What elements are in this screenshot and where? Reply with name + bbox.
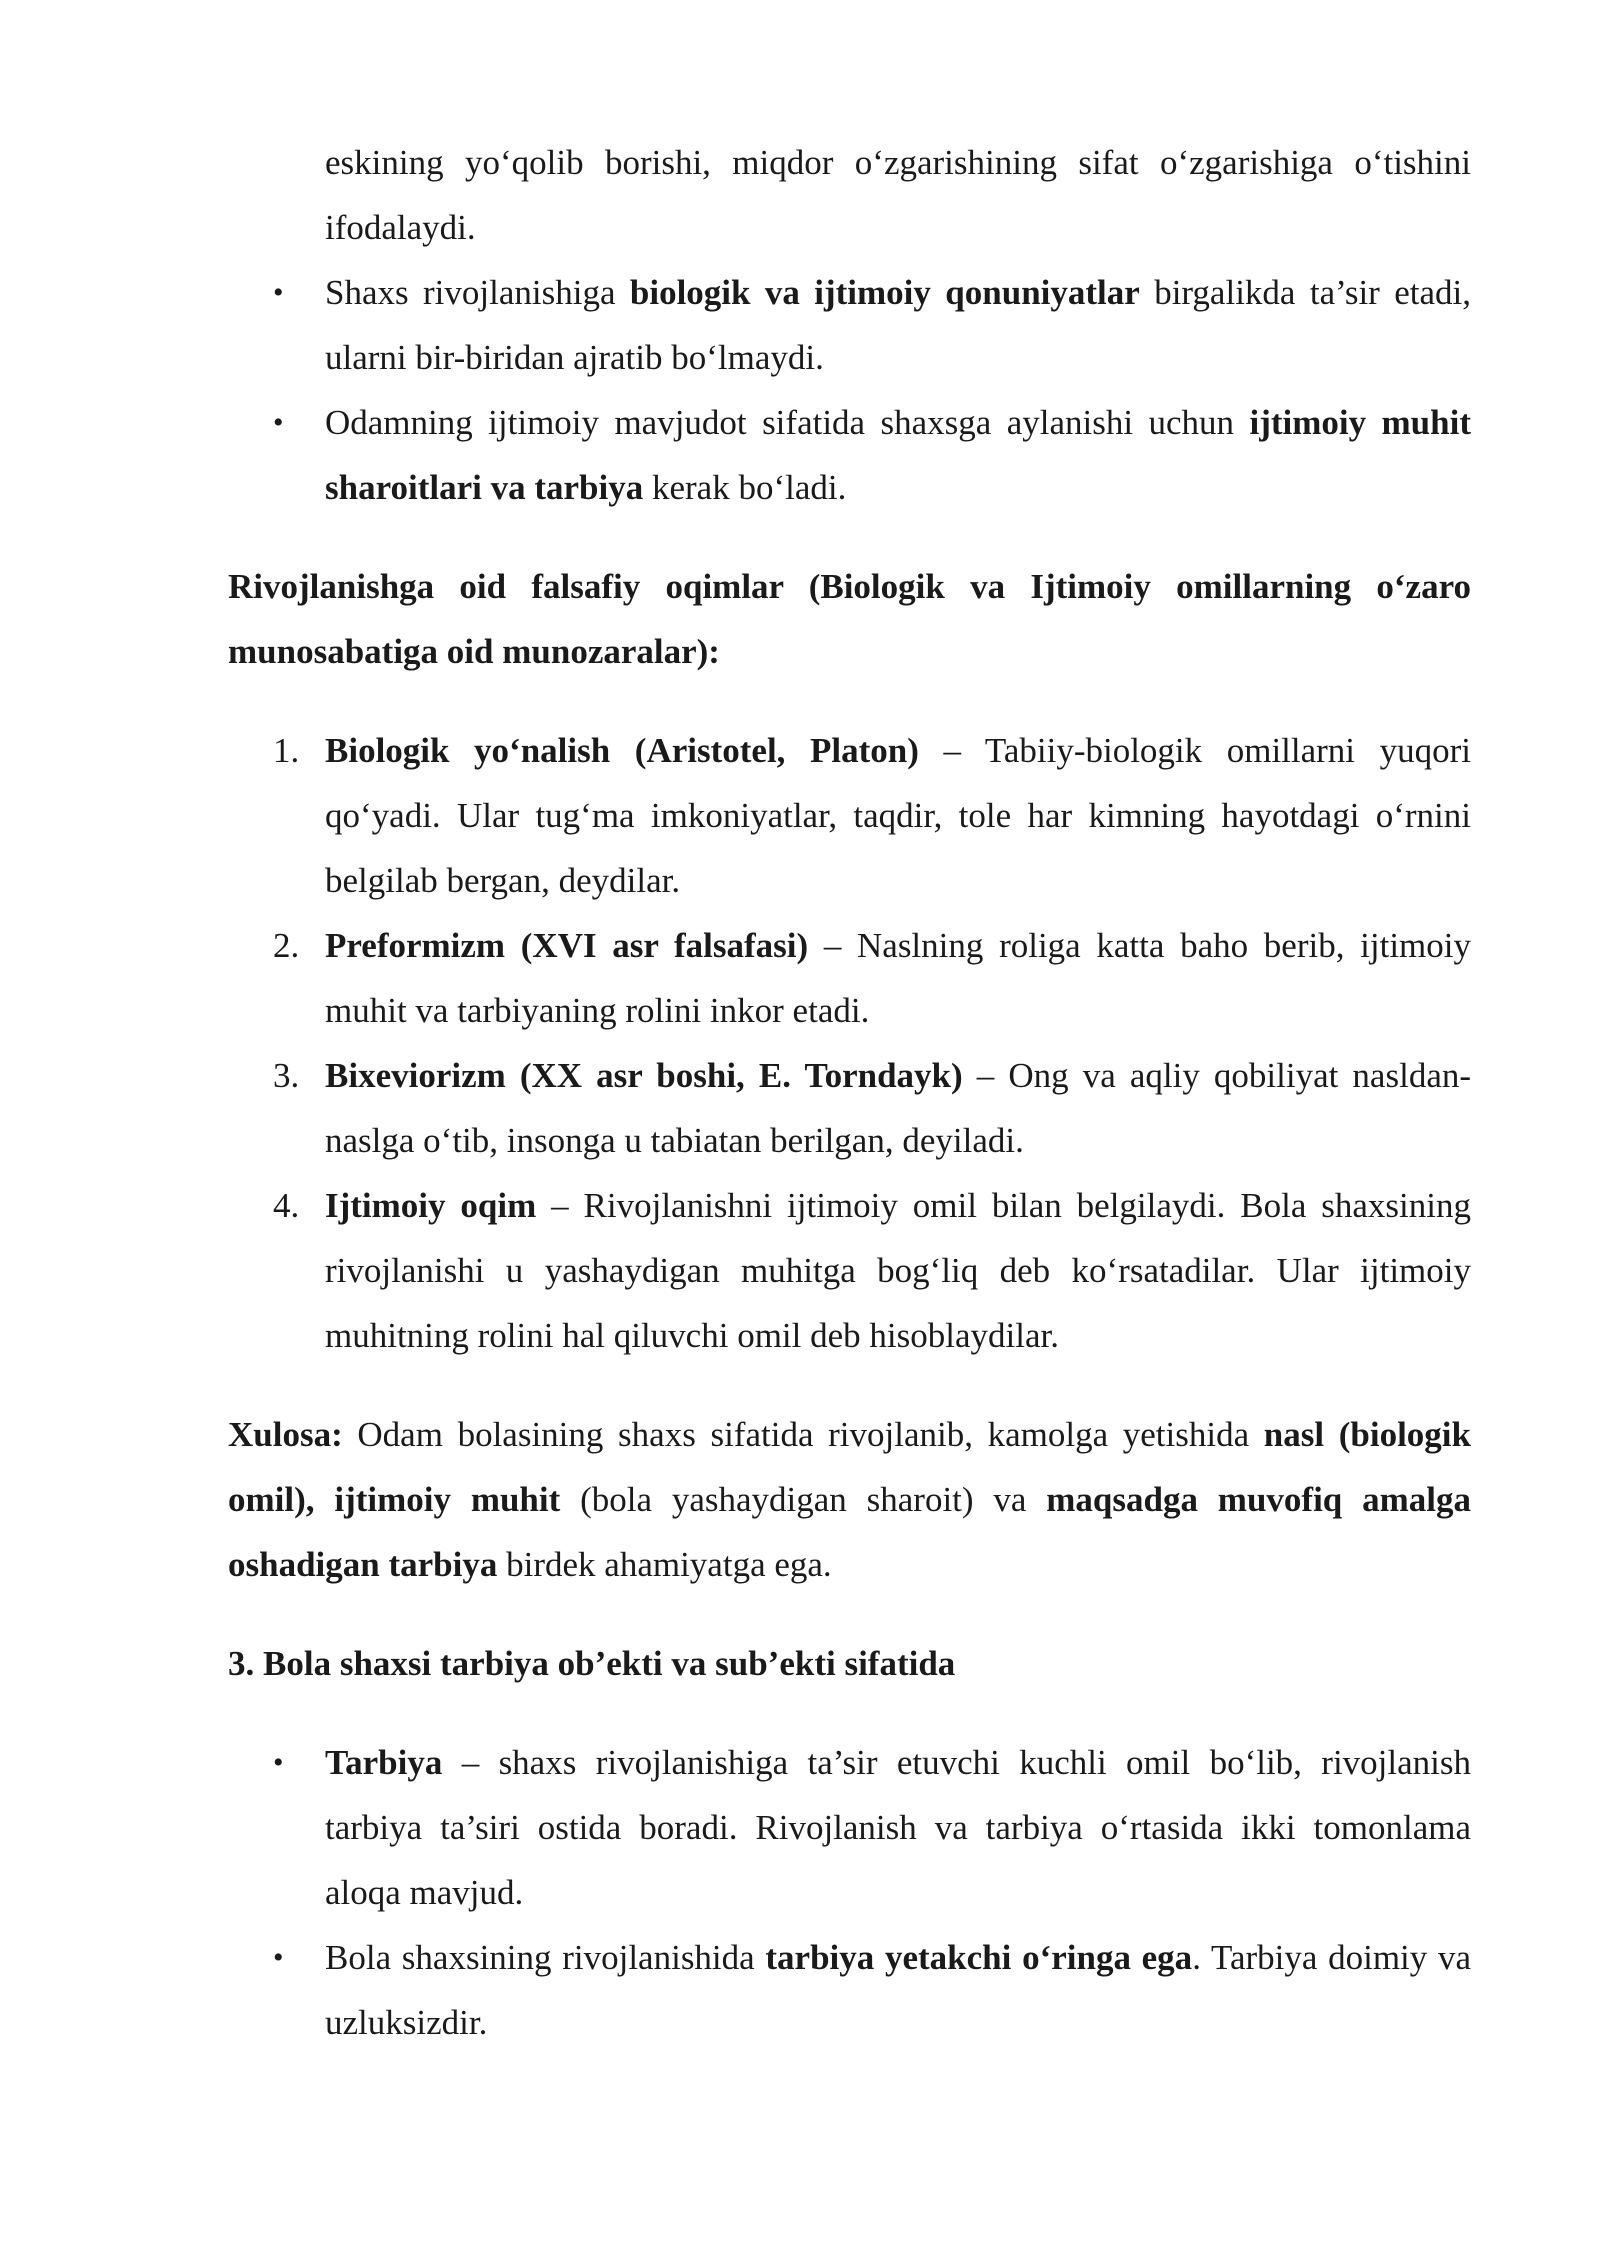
section-heading: Rivojlanishga oid falsafiy oqimlar (Biologik va Ijtimoiy omillarning o‘zaro munosabatiga oid munozaralar):	[228, 567, 1471, 671]
numbered-item: 2. Preformizm (XVI asr falsafasi) – Naslning roliga katta baho berib, ijtimoiy muhit va tarbiyaning rolini inkor etadi.	[273, 926, 1471, 1030]
conclusion-paragraph: Xulosa: Odam bolasining shaxs sifatida rivojlanib, kamolga yetishida nasl (biologik omil), ijtimoiy muhit (bola yashaydigan sharoit) va maqsadga muvofiq amalga oshadigan tarbiya birdek ahamiyatga ega.	[228, 1415, 1471, 1584]
numbered-item: 4. Ijtimoiy oqim – Rivojlanishni ijtimoiy omil bilan belgilaydi. Bola shaxsining rivojlanishi u yashaydigan muhitga bog‘liq deb ko‘rsatadilar. Ular ijtimoiy muhitning rolini hal qiluvchi omil deb hisoblaydilar.	[273, 1186, 1471, 1355]
bullet-list-1	[228, 260, 1471, 520]
bullet-item: • Odamning ijtimoiy mavjudot sifatida shaxsga aylanishi uchun ijtimoiy muhit sharoitlari va tarbiya kerak bo‘ladi.	[228, 390, 1471, 520]
bullet-item: • Tarbiya – shaxs rivojlanishiga ta’sir etuvchi kuchli omil bo‘lib, rivojlanish tarbiya ta’siri ostida boradi. Rivojlanish va tarbiya o‘rtasida ikki tomonlama aloqa mavjud.	[228, 1730, 1471, 1925]
section3-heading: 3. Bola shaxsi tarbiya ob’ekti va sub’ekti sifatida	[228, 1644, 956, 1683]
document-page	[228, 130, 1471, 2055]
numbered-list	[228, 718, 1471, 1368]
bullet-list-2	[228, 1730, 1471, 2055]
intro-continuation: eskining yo‘qolib borishi, miqdor o‘zgarishining sifat o‘zgarishiga o‘tishini ifodalaydi.	[325, 143, 1471, 247]
bullet-item: • Shaxs rivojlanishiga biologik va ijtimoiy qonuniyatlar birgalikda ta’sir etadi, ularni bir-biridan ajratib bo‘lmaydi.	[228, 260, 1471, 390]
numbered-item: 1. Biologik yo‘nalish (Aristotel, Platon) – Tabiiy-biologik omillarni yuqori qo‘yadi. Ular tug‘ma imkoniyatlar, taqdir, tole har kimning hayotdagi o‘rnini belgilab bergan, deydilar.	[273, 731, 1471, 900]
numbered-item: 3. Bixeviorizm (XX asr boshi, E. Torndayk) – Ong va aqliy qobiliyat nasldan-naslga o‘tib, insonga u tabiatan berilgan, deyiladi.	[273, 1056, 1472, 1160]
bullet-item: • Bola shaxsining rivojlanishida tarbiya yetakchi o‘ringa ega. Tarbiya doimiy va uzluksizdir.	[228, 1925, 1471, 2055]
